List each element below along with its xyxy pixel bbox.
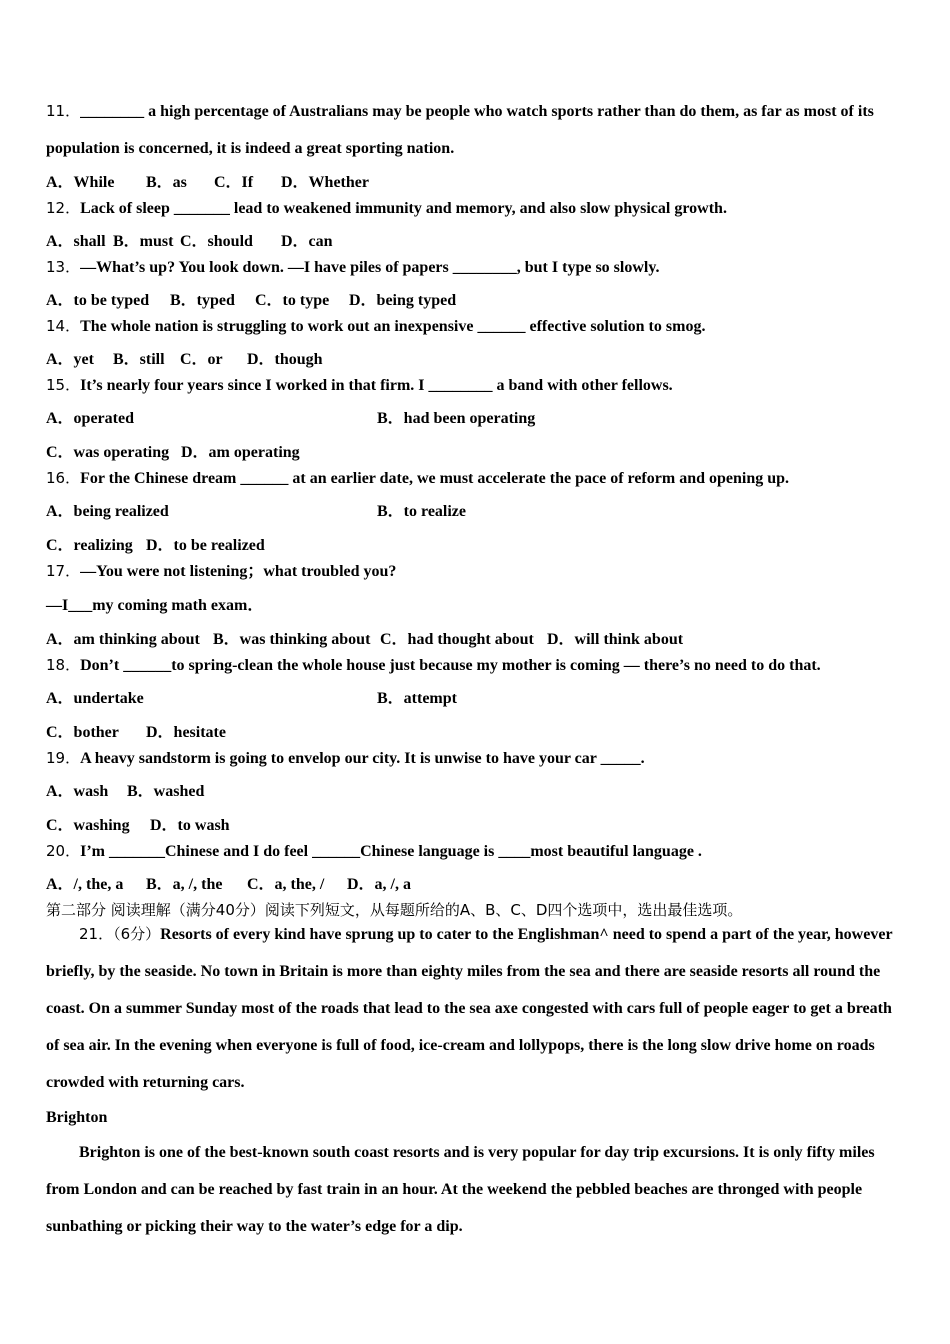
question-stem: —You were not listening；what troubled you? (80, 563, 397, 580)
options-15-row1 (46, 409, 535, 429)
option-a: A．While (46, 174, 115, 191)
question-stem: A heavy sandstorm is going to envelop our city. It is unwise to have your car _____. (80, 750, 645, 767)
option-b: B．attempt (377, 690, 457, 707)
option-b: B．was thinking about (213, 631, 371, 648)
options-18-row2 (46, 723, 226, 743)
option-b: B．to realize (377, 503, 467, 520)
brighton-heading: Brighton (46, 1109, 108, 1126)
question-stem: I’m _______Chinese and I do feel ______Chinese language is ____most beautiful language . (80, 843, 702, 860)
question-20 (46, 841, 702, 862)
option-d: D．hesitate (146, 724, 226, 741)
question-stem: —What’s up? You look down. —I have piles of papers ________, but I type so slowly. (80, 259, 660, 276)
question-number: 19． (46, 749, 81, 767)
options-18-row1 (46, 689, 457, 709)
option-b: B．still (113, 351, 165, 368)
question-11 (46, 93, 896, 167)
question-number: 12． (46, 199, 81, 217)
question-stem: It’s nearly four years since I worked in that firm. I ________ a band with other fellows. (80, 377, 673, 394)
option-c: C．had thought about (380, 631, 534, 648)
option-b: B．a, /, the (146, 876, 223, 893)
options-17 (46, 630, 683, 650)
option-a: A．operated (46, 410, 134, 427)
question-number: 17． (46, 562, 81, 580)
option-c: C．a, the, / (247, 876, 325, 893)
question-15 (46, 375, 673, 396)
option-c: C．realizing (46, 537, 133, 554)
option-a: A．am thinking about (46, 631, 200, 648)
option-b: B．must (113, 233, 174, 250)
option-b: B．typed (170, 292, 235, 309)
option-d: D．to wash (150, 817, 230, 834)
option-c: C．was operating (46, 444, 170, 461)
option-a: A．wash (46, 783, 109, 800)
question-stem: Don’t ______to spring-clean the whole house just because my mother is coming — there’s no need to do that. (80, 657, 821, 674)
question-14 (46, 316, 705, 337)
section-2-heading: 第二部分 阅读理解（满分40分）阅读下列短文，从每题所给的A、B、C、D四个选项中，选出最佳选项。 (46, 901, 743, 919)
question-stem: ________ a high percentage of Australians may be people who watch sports rather than do them, as far as most of its population is concerned, it is indeed a great sporting nation. (46, 103, 874, 157)
passage-paragraph: Resorts of every kind have sprung up to cater to the Englishman^ need to spend a part of the year, however briefly, by the seaside. No town in Britain is more than eighty miles from the sea and there are seaside resorts all round the coast. On a summer Sunday most of the roads that lead to the sea axe congested with cars full of people eager to get a breath of sea air. In the evening when everyone is full of food, ice-cream and lollypops, there is the long slow drive home on roads crowded with returning cars. (46, 926, 893, 1091)
option-a: A．shall (46, 233, 106, 250)
question-number: 16． (46, 469, 81, 487)
question-21-passage (46, 916, 896, 1101)
option-d: D．to be realized (146, 537, 265, 554)
question-12 (46, 198, 727, 219)
option-a: A．yet (46, 351, 94, 368)
option-d: D．being typed (349, 292, 457, 309)
question-stem: For the Chinese dream ______ at an earlier date, we must accelerate the pace of reform and opening up. (80, 470, 790, 487)
options-20 (46, 875, 411, 895)
options-11 (46, 173, 369, 193)
question-number: 14． (46, 317, 81, 335)
question-number: 20． (46, 842, 81, 860)
option-d: D．though (247, 351, 323, 368)
option-a: A．undertake (46, 690, 144, 707)
options-19-row1 (46, 782, 204, 802)
options-15-row2 (46, 443, 300, 463)
option-a: A．being realized (46, 503, 169, 520)
option-a: A．/, the, a (46, 876, 124, 893)
question-19 (46, 748, 645, 769)
brighton-paragraph: Brighton is one of the best-known south coast resorts and is very popular for day trip excursions. It is only fifty miles from London and can be reached by fast train in an hour. At the weekend the pebbled beaches are thronged with people sunbathing or picking their way to the water’s edge for a dip. (46, 1144, 875, 1235)
question-number: 11． (46, 102, 81, 120)
question-stem: Lack of sleep _______ lead to weakened immunity and memory, and also slow physical growth. (80, 200, 727, 217)
option-c: C．should (180, 233, 253, 250)
option-a: A．to be typed (46, 292, 150, 309)
option-b: B．had been operating (377, 410, 536, 427)
option-c: C．to type (255, 292, 330, 309)
option-b: B．as (146, 174, 187, 191)
question-number: 21．（6分） (79, 925, 161, 943)
option-d: D．Whether (281, 174, 369, 191)
question-number: 18． (46, 656, 81, 674)
question-17-response (46, 596, 263, 616)
option-d: D．can (281, 233, 333, 250)
options-19-row2 (46, 816, 230, 836)
option-c: C．If (214, 174, 254, 191)
option-d: D．will think about (547, 631, 684, 648)
option-c: C．washing (46, 817, 130, 834)
question-number: 13． (46, 258, 81, 276)
question-17 (46, 561, 396, 582)
question-stem-line2: —I___my coming math exam． (46, 597, 264, 614)
option-b: B．washed (127, 783, 205, 800)
option-c: C．bother (46, 724, 119, 741)
question-13 (46, 257, 659, 278)
question-18 (46, 655, 821, 676)
question-16 (46, 468, 789, 489)
options-14 (46, 350, 323, 370)
options-12 (46, 232, 333, 252)
options-16-row1 (46, 502, 466, 522)
options-13 (46, 291, 456, 311)
question-number: 15． (46, 376, 81, 394)
option-c: C．or (180, 351, 223, 368)
question-stem: The whole nation is struggling to work out an inexpensive ______ effective solution to smog. (80, 318, 706, 335)
option-d: D．a, /, a (347, 876, 412, 893)
options-16-row2 (46, 536, 265, 556)
option-d: D．am operating (181, 444, 300, 461)
